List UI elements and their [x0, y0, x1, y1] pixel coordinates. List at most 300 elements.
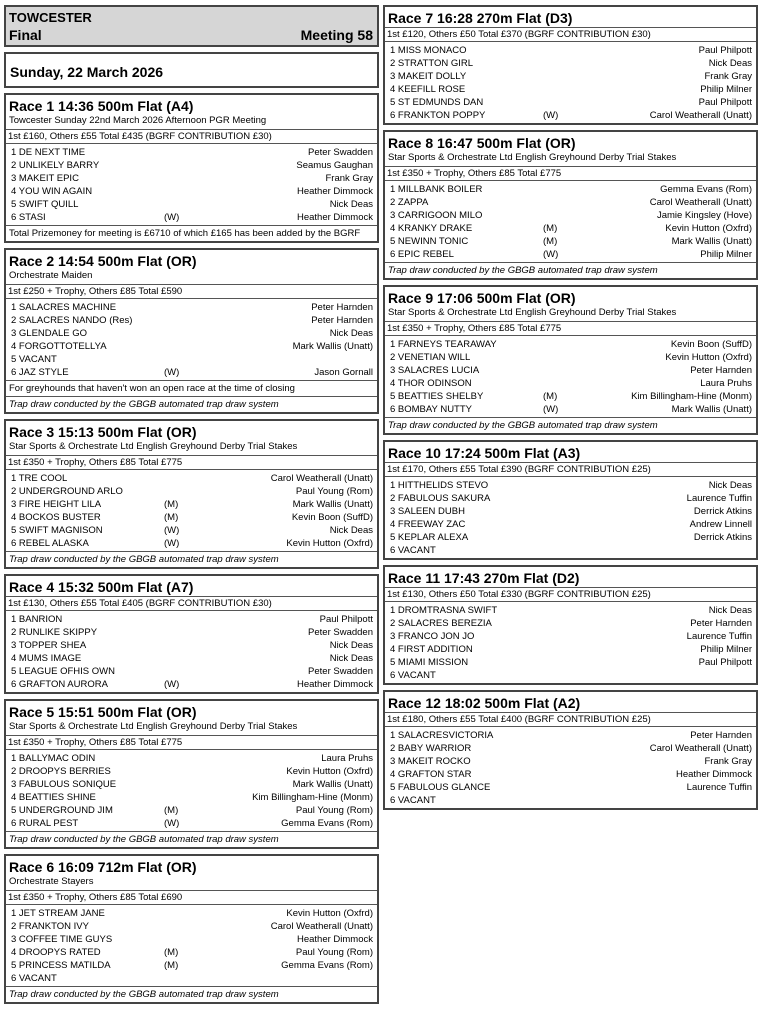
runner-row	[6, 907, 377, 920]
runner-row	[6, 972, 377, 985]
runner-trainer: Derrick Atkins	[693, 506, 752, 517]
runner-name: 4 KRANKY DRAKE	[390, 223, 473, 234]
race-prize: 1st £250 + Trophy, Others £85 Total £590	[6, 284, 377, 299]
runner-trainer: Philip Milner	[700, 84, 752, 95]
runner-name: 3 MAKEIT DOLLY	[390, 71, 467, 82]
runner-row	[385, 604, 756, 617]
runner-row	[6, 946, 377, 959]
runner-seed: (M)	[164, 499, 179, 510]
runner-name: 3 MAKEIT ROCKO	[390, 756, 471, 767]
runner-row	[6, 959, 377, 972]
trap-draw-note: Trap draw conducted by the GBGB automated trap draw system	[385, 262, 756, 278]
race-title: Race 9 17:06 500m Flat (OR)	[388, 290, 576, 306]
runner-row	[6, 314, 377, 327]
runner-row	[385, 742, 756, 755]
runner-trainer: Frank Gray	[325, 173, 373, 184]
runner-name: 6 RURAL PEST	[11, 818, 79, 829]
date-box	[4, 52, 379, 88]
runner-row	[6, 511, 377, 524]
runner-name: 2 FABULOUS SAKURA	[390, 493, 491, 504]
race-title: Race 4 15:32 500m Flat (A7)	[9, 579, 194, 595]
runner-trainer: Nick Deas	[708, 480, 752, 491]
runner-row	[6, 626, 377, 639]
runner-seed: (W)	[543, 404, 559, 415]
runner-name: 2 SALACRES NANDO (Res)	[11, 315, 133, 326]
runner-row	[385, 183, 756, 196]
runner-row	[6, 752, 377, 765]
runner-list	[385, 336, 756, 417]
runner-seed: (M)	[543, 391, 558, 402]
runner-name: 6 REBEL ALASKA	[11, 538, 89, 549]
runner-trainer: Paul Young (Rom)	[295, 486, 373, 497]
runner-row	[385, 96, 756, 109]
runner-name: 5 SWIFT QUILL	[11, 199, 79, 210]
runner-trainer: Heather Dimmock	[296, 212, 373, 223]
runner-trainer: Nick Deas	[329, 640, 373, 651]
runner-name: 2 FRANKTON IVY	[11, 921, 89, 932]
runner-seed: (W)	[543, 249, 559, 260]
runner-trainer: Nick Deas	[329, 525, 373, 536]
runner-trainer: Gemma Evans (Rom)	[281, 960, 373, 971]
runner-trainer: Peter Harnden	[690, 365, 752, 376]
runner-row	[6, 791, 377, 804]
runner-row	[6, 652, 377, 665]
runner-seed: (M)	[164, 960, 179, 971]
runner-trainer: Philip Milner	[700, 249, 752, 260]
runner-seed: (W)	[164, 367, 180, 378]
race-prize: 1st £350 + Trophy, Others £85 Total £775	[6, 735, 377, 750]
runner-row	[385, 57, 756, 70]
runner-row	[385, 617, 756, 630]
runner-row	[385, 505, 756, 518]
runner-row	[6, 472, 377, 485]
runner-row	[385, 44, 756, 57]
runner-trainer: Jamie Kingsley (Hove)	[656, 210, 752, 221]
runner-name: 6 VACANT	[390, 795, 436, 806]
runner-trainer: Carol Weatherall (Unatt)	[649, 743, 752, 754]
runner-row	[385, 729, 756, 742]
runner-row	[6, 665, 377, 678]
runner-row	[385, 768, 756, 781]
runner-name: 3 FRANCO JON JO	[390, 631, 475, 642]
runner-row	[385, 781, 756, 794]
trap-draw-note: Trap draw conducted by the GBGB automated trap draw system	[6, 986, 377, 1002]
runner-row	[6, 146, 377, 159]
runner-row	[385, 351, 756, 364]
runner-name: 3 CARRIGOON MILO	[390, 210, 483, 221]
runner-name: 1 SALACRES MACHINE	[11, 302, 117, 313]
runner-name: 4 DROOPYS RATED	[11, 947, 101, 958]
runner-row	[6, 159, 377, 172]
trap-draw-note: Trap draw conducted by the GBGB automated trap draw system	[6, 831, 377, 847]
runner-row	[6, 778, 377, 791]
runner-row	[385, 222, 756, 235]
meeting-date: Sunday, 22 March 2026	[10, 64, 164, 80]
runner-trainer: Nick Deas	[708, 605, 752, 616]
runner-row	[385, 390, 756, 403]
runner-seed: (W)	[543, 110, 559, 121]
runner-trainer: Laura Pruhs	[321, 753, 373, 764]
runner-name: 5 KEPLAR ALEXA	[390, 532, 469, 543]
runner-row	[385, 656, 756, 669]
runner-trainer: Peter Swadden	[308, 147, 373, 158]
runner-name: 3 TOPPER SHEA	[11, 640, 87, 651]
right-race-list	[383, 5, 758, 810]
runner-trainer: Gemma Evans (Rom)	[660, 184, 752, 195]
trap-draw-note: Trap draw conducted by the GBGB automated trap draw system	[385, 417, 756, 433]
runner-trainer: Peter Swadden	[308, 666, 373, 677]
runner-name: 2 VENETIAN WILL	[390, 352, 471, 363]
runner-trainer: Heather Dimmock	[296, 186, 373, 197]
runner-row	[385, 338, 756, 351]
runner-list	[6, 144, 377, 225]
runner-name: 3 MAKEIT EPIC	[11, 173, 79, 184]
runner-row	[385, 755, 756, 768]
runner-row	[385, 70, 756, 83]
runner-name: 5 NEWINN TONIC	[390, 236, 469, 247]
runner-name: 4 FORGOTTOTELLYA	[11, 341, 107, 352]
race-card	[383, 285, 758, 435]
race-card	[383, 130, 758, 280]
race-prize: 1st £350 + Trophy, Others £85 Total £775	[385, 166, 756, 181]
runner-row	[6, 485, 377, 498]
runner-trainer: Philip Milner	[700, 644, 752, 655]
runner-name: 1 TRE COOL	[11, 473, 68, 484]
runner-name: 3 GLENDALE GO	[11, 328, 88, 339]
runner-trainer: Kevin Boon (SuffD)	[291, 512, 373, 523]
race-title: Race 11 17:43 270m Flat (D2)	[388, 570, 580, 586]
runner-trainer: Nick Deas	[329, 199, 373, 210]
race-subtitle: Towcester Sunday 22nd March 2026 Afternoon PGR Meeting	[9, 115, 267, 126]
race-title: Race 2 14:54 500m Flat (OR)	[9, 253, 197, 269]
runner-row	[6, 933, 377, 946]
runner-row	[385, 196, 756, 209]
runner-row	[6, 340, 377, 353]
runner-name: 6 GRAFTON AURORA	[11, 679, 108, 690]
runner-trainer: Paul Philpott	[698, 45, 752, 56]
runner-seed: (W)	[164, 538, 180, 549]
runner-name: 1 MILLBANK BOILER	[390, 184, 483, 195]
runner-name: 2 SALACRES BEREZIA	[390, 618, 492, 629]
runner-list	[6, 299, 377, 380]
runner-trainer: Paul Philpott	[698, 97, 752, 108]
runner-trainer: Laurence Tuffin	[686, 631, 752, 642]
runner-trainer: Nick Deas	[329, 328, 373, 339]
runner-row	[6, 765, 377, 778]
runner-row	[6, 678, 377, 691]
runner-trainer: Mark Wallis (Unatt)	[292, 499, 373, 510]
runner-row	[6, 366, 377, 379]
race-card	[4, 419, 379, 569]
runner-name: 2 UNDERGROUND ARLO	[11, 486, 123, 497]
race-card	[383, 440, 758, 560]
runner-trainer: Kevin Hutton (Oxfrd)	[286, 908, 373, 919]
runner-row	[6, 920, 377, 933]
runner-trainer: Mark Wallis (Unatt)	[671, 236, 752, 247]
runner-row	[385, 643, 756, 656]
runner-trainer: Mark Wallis (Unatt)	[292, 779, 373, 790]
race-subtitle: Star Sports & Orchestrate Ltd English Greyhound Derby Trial Stakes	[9, 721, 298, 732]
runner-name: 6 JAZ STYLE	[11, 367, 69, 378]
runner-row	[385, 630, 756, 643]
runner-row	[6, 804, 377, 817]
race-card	[4, 248, 379, 414]
race-title: Race 8 16:47 500m Flat (OR)	[388, 135, 576, 151]
meeting-number: Meeting 58	[300, 27, 373, 43]
runner-trainer: Gemma Evans (Rom)	[281, 818, 373, 829]
runner-trainer: Jason Gornall	[314, 367, 373, 378]
trap-draw-note: Trap draw conducted by the GBGB automated trap draw system	[6, 551, 377, 567]
runner-name: 4 BOCKOS BUSTER	[11, 512, 101, 523]
runner-name: 3 SALACRES LUCIA	[390, 365, 480, 376]
runner-name: 3 FIRE HEIGHT LILA	[11, 499, 102, 510]
runner-trainer: Peter Harnden	[311, 315, 373, 326]
runner-name: 5 ST EDMUNDS DAN	[390, 97, 484, 108]
race-prize: 1st £350 + Trophy, Others £85 Total £775	[6, 455, 377, 470]
runner-trainer: Heather Dimmock	[296, 934, 373, 945]
runner-name: 6 FRANKTON POPPY	[390, 110, 486, 121]
race-card	[383, 565, 758, 685]
race-prize: 1st £130, Others £50 Total £330 (BGRF CONTRIBUTION £25)	[385, 587, 756, 602]
race-card	[383, 690, 758, 810]
runner-seed: (W)	[164, 212, 180, 223]
runner-row	[6, 301, 377, 314]
race-title: Race 5 15:51 500m Flat (OR)	[9, 704, 197, 720]
runner-name: 4 MUMS IMAGE	[11, 653, 82, 664]
runner-name: 4 BEATTIES SHINE	[11, 792, 96, 803]
runner-trainer: Heather Dimmock	[675, 769, 752, 780]
runner-trainer: Kim Billingham-Hine (Monm)	[631, 391, 752, 402]
runner-trainer: Carol Weatherall (Unatt)	[270, 921, 373, 932]
runner-row	[385, 364, 756, 377]
runner-row	[385, 669, 756, 682]
runner-seed: (M)	[543, 236, 558, 247]
race-subtitle: Orchestrate Stayers	[9, 876, 94, 887]
race-prize: 1st £160, Others £55 Total £435 (BGRF CONTRIBUTION £30)	[6, 129, 377, 144]
left-column	[4, 5, 379, 1009]
runner-seed: (M)	[543, 223, 558, 234]
runner-list	[385, 181, 756, 262]
runner-name: 6 STASI	[11, 212, 46, 223]
trap-draw-note: Trap draw conducted by the GBGB automated trap draw system	[6, 396, 377, 412]
runner-row	[385, 479, 756, 492]
runner-trainer: Mark Wallis (Unatt)	[292, 341, 373, 352]
race-title: Race 7 16:28 270m Flat (D3)	[388, 10, 573, 26]
runner-row	[6, 817, 377, 830]
race-prize: 1st £170, Others £55 Total £390 (BGRF CONTRIBUTION £25)	[385, 462, 756, 477]
runner-name: 5 BEATTIES SHELBY	[390, 391, 484, 402]
runner-seed: (M)	[164, 805, 179, 816]
race-note: Total Prizemoney for meeting is £6710 of which £165 has been added by the BGRF	[6, 225, 377, 241]
venue-name: TOWCESTER	[9, 10, 92, 25]
race-subtitle: Star Sports & Orchestrate Ltd English Greyhound Derby Trial Stakes	[388, 307, 677, 318]
runner-row	[6, 639, 377, 652]
runner-row	[385, 235, 756, 248]
runner-trainer: Carol Weatherall (Unatt)	[270, 473, 373, 484]
runner-list	[6, 470, 377, 551]
race-title: Race 3 15:13 500m Flat (OR)	[9, 424, 197, 440]
runner-row	[6, 613, 377, 626]
race-card	[4, 574, 379, 694]
runner-name: 5 UNDERGROUND JIM	[11, 805, 113, 816]
race-prize: 1st £350 + Trophy, Others £85 Total £690	[6, 890, 377, 905]
runner-trainer: Carol Weatherall (Unatt)	[649, 197, 752, 208]
runner-row	[385, 209, 756, 222]
runner-trainer: Laurence Tuffin	[686, 493, 752, 504]
runner-row	[6, 537, 377, 550]
runner-row	[6, 524, 377, 537]
runner-name: 4 YOU WIN AGAIN	[11, 186, 93, 197]
runner-row	[6, 198, 377, 211]
runner-seed: (M)	[164, 512, 179, 523]
runner-list	[385, 727, 756, 808]
runner-row	[385, 403, 756, 416]
runner-seed: (W)	[164, 679, 180, 690]
runner-trainer: Paul Young (Rom)	[295, 805, 373, 816]
runner-name: 1 SALACRESVICTORIA	[390, 730, 494, 741]
runner-name: 1 HITTHELIDS STEVO	[390, 480, 489, 491]
race-prize: 1st £350 + Trophy, Others £85 Total £775	[385, 321, 756, 336]
runner-trainer: Peter Harnden	[690, 730, 752, 741]
runner-list	[385, 602, 756, 683]
runner-row	[385, 492, 756, 505]
runner-trainer: Nick Deas	[708, 58, 752, 69]
runner-row	[6, 327, 377, 340]
runner-seed: (M)	[164, 947, 179, 958]
runner-name: 2 ZAPPA	[390, 197, 429, 208]
runner-list	[6, 905, 377, 986]
runner-trainer: Carol Weatherall (Unatt)	[649, 110, 752, 121]
runner-row	[6, 172, 377, 185]
runner-name: 3 FABULOUS SONIQUE	[11, 779, 117, 790]
runner-trainer: Paul Philpott	[319, 614, 373, 625]
runner-list	[385, 477, 756, 558]
runner-row	[385, 518, 756, 531]
runner-row	[385, 794, 756, 807]
runner-name: 5 LEAGUE OFHIS OWN	[11, 666, 115, 677]
runner-seed: (W)	[164, 818, 180, 829]
runner-name: 4 GRAFTON STAR	[390, 769, 472, 780]
runner-name: 4 THOR ODINSON	[390, 378, 472, 389]
runner-trainer: Laurence Tuffin	[686, 782, 752, 793]
runner-trainer: Andrew Linnell	[689, 519, 752, 530]
runner-name: 1 JET STREAM JANE	[11, 908, 105, 919]
runner-trainer: Nick Deas	[329, 653, 373, 664]
race-prize: 1st £130, Others £55 Total £405 (BGRF CONTRIBUTION £30)	[6, 596, 377, 611]
runner-row	[6, 498, 377, 511]
meeting-header	[4, 5, 379, 47]
runner-trainer: Kevin Hutton (Oxfrd)	[665, 223, 752, 234]
runner-name: 5 VACANT	[11, 354, 57, 365]
runner-trainer: Kevin Hutton (Oxfrd)	[665, 352, 752, 363]
runner-list	[6, 611, 377, 692]
runner-name: 2 DROOPYS BERRIES	[11, 766, 111, 777]
runner-list	[6, 750, 377, 831]
runner-name: 2 RUNLIKE SKIPPY	[11, 627, 98, 638]
runner-row	[385, 531, 756, 544]
runner-row	[385, 377, 756, 390]
runner-trainer: Heather Dimmock	[296, 679, 373, 690]
runner-trainer: Frank Gray	[704, 71, 752, 82]
race-title: Race 10 17:24 500m Flat (A3)	[388, 445, 581, 461]
runner-name: 1 BANRION	[11, 614, 63, 625]
runner-trainer: Peter Harnden	[311, 302, 373, 313]
runner-name: 6 VACANT	[390, 545, 436, 556]
runner-name: 6 VACANT	[11, 973, 57, 984]
runner-name: 3 COFFEE TIME GUYS	[11, 934, 113, 945]
runner-name: 2 STRATTON GIRL	[390, 58, 474, 69]
runner-name: 1 DE NEXT TIME	[11, 147, 86, 158]
runner-name: 6 EPIC REBEL	[390, 249, 454, 260]
runner-name: 5 MIAMI MISSION	[390, 657, 469, 668]
runner-row	[385, 83, 756, 96]
runner-name: 5 SWIFT MAGNISON	[11, 525, 103, 536]
runner-trainer: Frank Gray	[704, 756, 752, 767]
runner-trainer: Laura Pruhs	[700, 378, 752, 389]
race-card	[383, 5, 758, 125]
runner-name: 1 MISS MONACO	[390, 45, 467, 56]
stage-label: Final	[9, 27, 42, 43]
runner-name: 5 PRINCESS MATILDA	[11, 960, 111, 971]
runner-row	[385, 109, 756, 122]
race-card	[4, 699, 379, 849]
race-prize: 1st £120, Others £50 Total £370 (BGRF CONTRIBUTION £30)	[385, 27, 756, 42]
race-title: Race 6 16:09 712m Flat (OR)	[9, 859, 197, 875]
runner-trainer: Peter Swadden	[308, 627, 373, 638]
runner-name: 2 BABY WARRIOR	[390, 743, 472, 754]
runner-trainer: Kevin Hutton (Oxfrd)	[286, 766, 373, 777]
right-column	[383, 5, 758, 815]
runner-trainer: Paul Philpott	[698, 657, 752, 668]
race-subtitle: Star Sports & Orchestrate Ltd English Greyhound Derby Trial Stakes	[388, 152, 677, 163]
runner-name: 1 DROMTRASNA SWIFT	[390, 605, 498, 616]
runner-trainer: Paul Young (Rom)	[295, 947, 373, 958]
runner-trainer: Derrick Atkins	[693, 532, 752, 543]
race-note: For greyhounds that haven't won an open race at the time of closing	[6, 380, 377, 396]
race-title: Race 1 14:36 500m Flat (A4)	[9, 98, 194, 114]
runner-row	[6, 353, 377, 366]
runner-list	[385, 42, 756, 123]
runner-row	[6, 211, 377, 224]
runner-seed: (W)	[164, 525, 180, 536]
runner-name: 4 KEEFILL ROSE	[390, 84, 466, 95]
runner-name: 4 FIRST ADDITION	[390, 644, 473, 655]
runner-name: 2 UNLIKELY BARRY	[11, 160, 100, 171]
runner-trainer: Seamus Gaughan	[296, 160, 373, 171]
runner-name: 1 FARNEYS TEARAWAY	[390, 339, 497, 350]
race-card	[4, 93, 379, 243]
race-prize: 1st £180, Others £55 Total £400 (BGRF CONTRIBUTION £25)	[385, 712, 756, 727]
runner-trainer: Peter Harnden	[690, 618, 752, 629]
runner-name: 6 VACANT	[390, 670, 436, 681]
race-title: Race 12 18:02 500m Flat (A2)	[388, 695, 581, 711]
runner-row	[385, 248, 756, 261]
runner-trainer: Kim Billingham-Hine (Monm)	[252, 792, 373, 803]
runner-trainer: Kevin Hutton (Oxfrd)	[286, 538, 373, 549]
runner-name: 5 FABULOUS GLANCE	[390, 782, 491, 793]
runner-trainer: Mark Wallis (Unatt)	[671, 404, 752, 415]
race-card	[4, 854, 379, 1004]
runner-name: 6 BOMBAY NUTTY	[390, 404, 472, 415]
runner-name: 3 SALEEN DUBH	[390, 506, 465, 517]
race-subtitle: Star Sports & Orchestrate Ltd English Greyhound Derby Trial Stakes	[9, 441, 298, 452]
left-race-list	[4, 93, 379, 1004]
runner-name: 1 BALLYMAC ODIN	[11, 753, 96, 764]
runner-row	[6, 185, 377, 198]
runner-row	[385, 544, 756, 557]
runner-name: 4 FREEWAY ZAC	[390, 519, 466, 530]
runner-trainer: Kevin Boon (SuffD)	[670, 339, 752, 350]
